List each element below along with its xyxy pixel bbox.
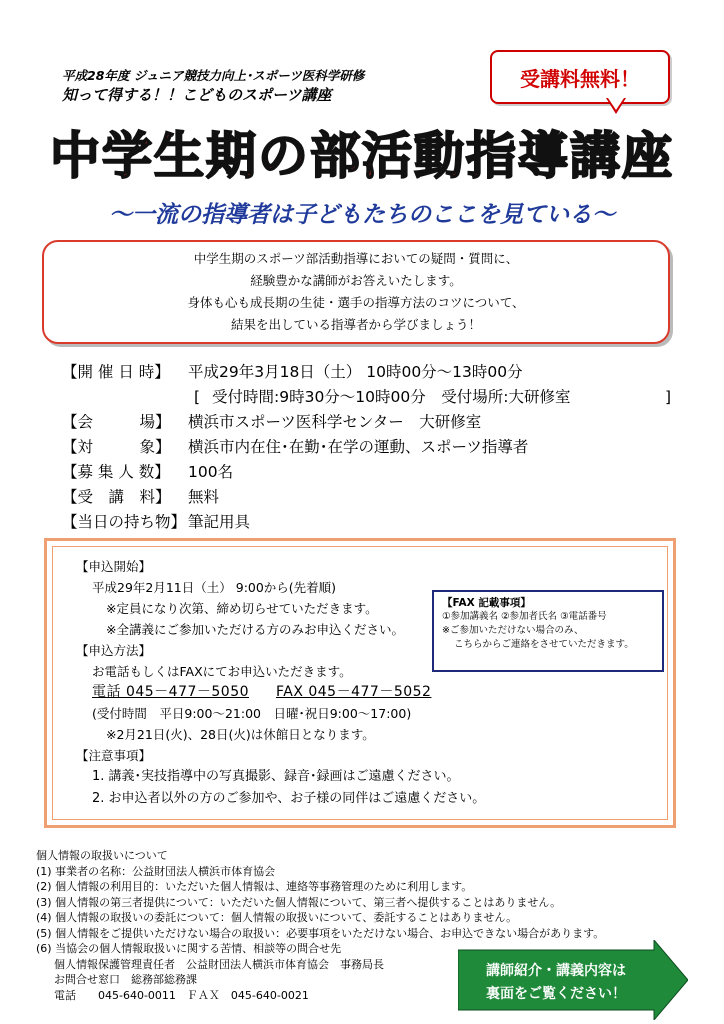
bring-label: 【当日の持ち物】 [62, 513, 187, 531]
arrow-shape [458, 940, 688, 1020]
target-value: 横浜市内在住･在勤･在学の運動、スポーツ指導者 [188, 438, 529, 456]
privacy-contact: 電話 045-640-0011 ＦＡＸ 045-640-0021 [54, 988, 309, 1002]
venue-label: 【会 場】 [62, 413, 171, 431]
privacy-item: (2) 個人情報の利用目的：いただいた個人情報は、連絡等事務管理のために利用します。 [36, 880, 473, 893]
see-reverse-arrow [458, 940, 688, 1020]
privacy-contact: 個人情報保護管理責任者 公益財団法人横浜市体育協会 事務局長 [54, 957, 384, 971]
closed-days: ※2月21日(火)、28日(火)は休館日となります。 [106, 727, 375, 742]
caution-heading: 【注意事項】 [76, 748, 152, 763]
fee-value: 無料 [188, 488, 220, 506]
intro-line: 身体も心も成長期の生徒・選手の指導方法のコツについて、 [187, 295, 525, 310]
page-title: 中学生期の部活動指導講座 [50, 127, 674, 185]
caution-item: 2. お申込者以外の方のご参加や、お子様の同伴はご遠慮ください。 [92, 791, 486, 806]
reception-row [62, 385, 702, 410]
method-heading: 【申込方法】 [76, 643, 152, 658]
caution-item: 1. 講義･実技指導中の写真撮影、録音･録画はご遠慮ください。 [92, 769, 460, 784]
start-note: ※全講義にご参加いただける方のみお申込ください。 [106, 622, 404, 637]
arrow-text-line1: 講師紹介・講義内容は [486, 963, 626, 979]
privacy-item: (3) 個人情報の第三者提供について：いただいた個人情報について、第三者へ提供することはありません。 [36, 895, 562, 909]
fax-box-line: ①参加講義名 ②参加者氏名 ③電話番号 [442, 611, 607, 622]
privacy-item: (5) 個人情報をご提供いただけない場合の取扱い：必要事項をいただけない場合、お申込できない場合があります。 [36, 926, 605, 940]
application-content [76, 556, 485, 810]
fax-box-line: こちらからご連絡をさせていただきます。 [454, 639, 634, 650]
intro-line: 経験豊かな講師がお答えいたします。 [250, 273, 462, 288]
badge-tail-inner [608, 98, 624, 110]
start-date: 平成29年2月11日（土） 9:00から(先着順) [92, 580, 337, 595]
date-value: 平成29年3月18日（土） 10時00分～13時00分 [188, 363, 523, 381]
fax-instructions-box [432, 590, 664, 672]
capacity-row [62, 460, 702, 485]
capacity-value: 100名 [188, 463, 234, 481]
fax-number: FAX 045－477－5052 [275, 684, 432, 700]
privacy-heading: 個人情報の取扱いについて [36, 849, 168, 862]
program-subtitle: 平成28年度 ジュニア競技力向上･スポーツ医科学研修 [62, 68, 365, 83]
bracket-close: ] [665, 388, 672, 406]
venue-value: 横浜市スポーツ医科学センター 大研修室 [188, 413, 482, 431]
date-row [62, 360, 702, 385]
fee-label: 【受 講 料】 [62, 488, 171, 506]
date-label: 【開 催 日 時】 [62, 363, 170, 381]
target-row [62, 435, 702, 460]
bracket-open: [ [194, 388, 201, 406]
target-label: 【対 象】 [62, 438, 171, 456]
arrow-text-line2: 裏面をご覧ください！ [486, 986, 626, 1002]
reception-value: 受付時間:9時30分～10時00分 受付場所:大研修室 [212, 388, 571, 406]
fee-row [62, 485, 702, 510]
contact-numbers [76, 682, 485, 703]
intro-line: 中学生期のスポーツ部活動指導においての疑問・質問に、 [193, 251, 519, 266]
free-badge: 受講料無料！ [490, 50, 670, 104]
reception-hours: (受付時間 平日9:00～21:00 日曜･祝日9:00～17:00) [92, 706, 412, 721]
page-subtitle: ～一流の指導者は子どもたちのここを見ている～ [109, 202, 615, 228]
program-name: 知って得する！！こどものスポーツ講座 [62, 86, 332, 104]
bring-value: 筆記用具 [188, 513, 251, 531]
intro-box [42, 240, 670, 344]
fax-box-title: 【FAX 記載事項】 [442, 597, 531, 609]
venue-row [62, 410, 702, 435]
privacy-item: (1) 事業者の名称：公益財団法人横浜市体育協会 [36, 864, 276, 878]
capacity-label: 【募 集 人 数】 [62, 463, 170, 481]
start-heading: 【申込開始】 [76, 559, 152, 574]
fax-box-line: ※ご参加いただけない場合のみ、 [442, 625, 584, 636]
phone-number: 電話 045－477－5050 [92, 684, 250, 700]
event-info [62, 360, 702, 535]
start-note: ※定員になり次第、締め切らせていただきます。 [106, 601, 378, 616]
privacy-item: (4) 個人情報の取扱いの委託について：個人情報の取扱いについて、委託することはありません。 [36, 911, 518, 924]
privacy-item: (6) 当協会の個人情報取扱いに関する苦情、相談等の問合せ先 [36, 942, 342, 955]
method-text: お電話もしくはFAXにてお申込いただきます。 [92, 664, 352, 679]
bring-row [62, 510, 702, 535]
intro-line: 結果を出している指導者から学びましょう！ [230, 317, 481, 332]
privacy-contact: お問合せ窓口 総務部総務課 [54, 973, 197, 986]
